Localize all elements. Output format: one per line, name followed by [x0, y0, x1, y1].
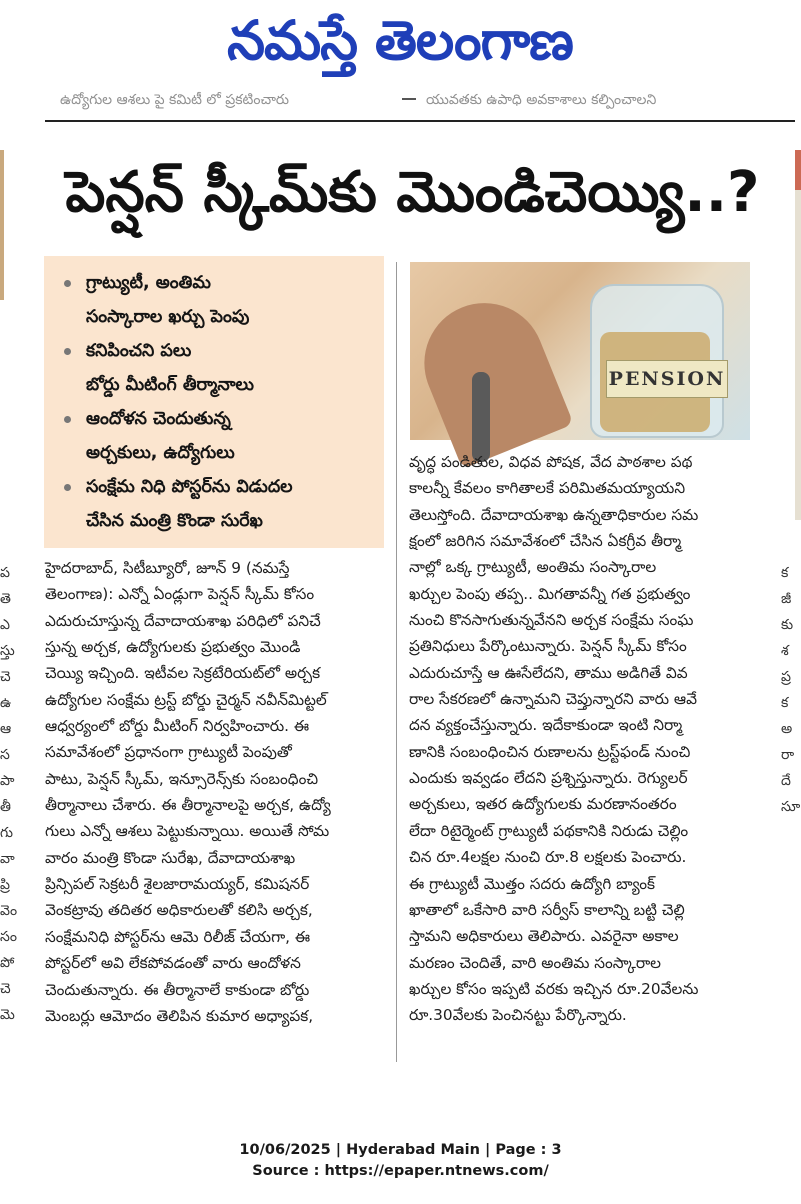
body-line: లేదా రిటైర్మెంట్ గ్రాట్యుటీ పథకానికి నిరుడు చెల్లిం [409, 821, 689, 840]
body-line: స్తామని అధికారులు తెలిపారు. ఎవరైనా అకాల [409, 927, 679, 946]
column-separator [396, 262, 397, 1062]
cut-adjacent-text-left: ప తె ఎ స్తు చె ఉ ఆ స పా తీ గు వా ప్రి వెం సం పో చె మె [0, 565, 18, 1023]
bullet-icon [64, 348, 71, 355]
body-line: తీర్మానాలు చేశారు. ఈ తీర్మానాలపై అర్చక, ఉద్యో [45, 796, 331, 815]
adjacent-page-edge-right-color [795, 150, 801, 190]
body-line: తెలుస్తోంది. దేవాదాయశాఖ ఉన్నతాధికారుల సమ [409, 505, 699, 524]
bullet-icon [64, 280, 71, 287]
body-line: వృద్ధ పండితుల, విధవ పోషక, వేద పాఠశాల పథ [409, 453, 693, 471]
body-line: ఎదురుచూస్తే ఆ ఊసేలేదని, తాము అడిగితే వివ [409, 663, 688, 682]
adjacent-page-edge-right [795, 150, 801, 520]
article-headline: పెన్షన్ స్కీమ్‌కు మొండిచెయ్యి..? [65, 160, 760, 225]
body-line: చిన రూ.4లక్షల నుంచి రూ.8 లక్షలకు పెంచారు. [409, 848, 687, 867]
body-line: నాల్లో ఒక్క గ్రాట్యుటీ, అంతిమ సంస్కారాల [409, 558, 657, 577]
footer-date-edition: 10/06/2025 | Hyderabad Main | Page : 3 [239, 1142, 562, 1158]
body-line: పాటు, పెన్షన్ స్కీమ్, ఇన్సూరెన్స్‌కు సంబంధించి [45, 769, 319, 788]
body-line: నుంచి కొనసాగుతున్నవేనని అర్చక సంక్షేమ సంఘ [409, 611, 694, 630]
body-line: ఆధ్వర్యంలో బోర్డు మీటింగ్ నిర్వహించారు. ఈ [45, 717, 310, 736]
cut-text-right: యువతకు ఉపాధి అవకాశాలు కల్పించాలని [426, 92, 657, 108]
body-line: స్తున్న అర్చక, ఉద్యోగులకు ప్రభుత్వం మొండి [45, 638, 301, 657]
body-line: మెంబర్లు ఆమోదం తెలిపిన కుమార అధ్యాపక, [45, 1006, 314, 1025]
bullet-icon [64, 484, 71, 491]
article-body-left-column [45, 555, 383, 1055]
cut-previous-article-strip [0, 88, 801, 118]
body-line: వారం మంత్రి కొండా సురేఖ, దేవాదాయశాఖ [45, 848, 296, 867]
body-line: పోస్టర్‌లో అవి లేకపోవడంతో వారు ఆందోళన [45, 954, 301, 973]
pension-jar-photo [410, 262, 750, 440]
body-line: క్షంలో జరిగిన సమావేశంలో చేసిన ఏకగ్రీవ తీర్మా [409, 532, 682, 551]
body-line: ఖర్చుల కోసం ఇప్పటి వరకు ఇచ్చిన రూ.20వేలను [409, 979, 699, 998]
highlight-item: గ్రాట్యుటీ, అంతిమ సంస్కారాల ఖర్చు పెంపు [64, 266, 370, 334]
strip-separator [402, 98, 416, 100]
body-line: సమావేశంలో ప్రధానంగా గ్రాట్యుటీ పెంపుతో [45, 743, 292, 762]
section-rule [45, 120, 795, 122]
body-line: చెయ్యి ఇచ్చింది. ఇటీవల సెక్రటేరియట్‌లో అర్చక [45, 664, 321, 683]
body-line: తెలంగాణ): ఎన్నో ఏండ్లుగా పెన్షన్ స్కీమ్ కోసం [45, 585, 315, 604]
body-line: ణానికి సంబంధించిన రుణాలను ట్రస్ట్‌ఫండ్ నుంచి [409, 742, 691, 761]
highlight-item: ఆందోళన చెందుతున్న అర్చకులు, ఉద్యోగులు [64, 402, 370, 470]
body-line: హైదరాబాద్, సిటీబ్యూరో, జూన్ 9 (నమస్తే [45, 559, 290, 577]
body-line: సంక్షేమనిధి పోస్టర్‌ను ఆమె రిలీజ్ చేయగా, ఈ [45, 927, 311, 946]
elderly-hand-shape [406, 285, 573, 469]
body-line: చెందుతున్నారు. ఈ తీర్మానాలే కాకుండా బోర్డు [45, 980, 310, 999]
body-line: ఖాతాలో ఒకేసారి వారి సర్వీస్ కాలాన్ని బట్టి చెల్లి [409, 900, 685, 919]
body-line: ఎందుకు ఇవ్వడం లేదని ప్రశ్నిస్తున్నారు. రెగ్యులర్ [409, 769, 688, 788]
body-line: ప్రిన్సిపల్ సెక్రటరీ శైలజారామయ్యర్, కమిషనర్ [45, 875, 310, 894]
body-line: రాల సేకరణలో ఉన్నామని చెప్తున్నారని వారు ఆవే [409, 690, 697, 709]
body-line: ప్రతినిధులు పేర్కొంటున్నారు. పెన్షన్ స్కీమ్ కోసం [409, 637, 687, 656]
body-line: దన వ్యక్తంచేస్తున్నారు. ఇదేకాకుండా ఇంటి నిర్మా [409, 716, 683, 735]
adjacent-page-edge-left [0, 150, 4, 300]
body-line: కాలన్నీ కేవలం కాగితాలకే పరిమితమయ్యాయని [409, 479, 686, 498]
cut-adjacent-text-right: క జీ కు శ ప్ర క అ రా దే సూ [781, 565, 801, 815]
bullet-icon [64, 416, 71, 423]
footer-source: Source : https://epaper.ntnews.com/ [252, 1163, 549, 1179]
newspaper-masthead: నమస్తే తెలంగాణ [227, 9, 573, 72]
jar-label: PENSION [606, 360, 728, 398]
article-body-right-column [409, 449, 751, 1059]
body-line: అర్చకులు, ఇతర ఉద్యోగులకు మరణానంతరం [409, 795, 677, 814]
page-footer [0, 1140, 801, 1182]
body-line: ఖర్చుల పెంపు తప్ప.. మిగతావన్నీ గత ప్రభుత్వం [409, 584, 691, 603]
body-line: మరణం చెందితే, వారి అంతిమ సంస్కారాల [409, 953, 662, 972]
body-line: ఈ గ్రాట్యుటీ మొత్తం సదరు ఉద్యోగి బ్యాంక్ [409, 874, 655, 893]
highlights-box [44, 256, 384, 548]
body-line: వెంకట్రావు తదితర అధికారులతో కలిసి అర్చక, [45, 901, 313, 920]
highlight-item: సంక్షేమ నిధి పోస్టర్‌ను విడుదల చేసిన మంత్రి కొండా సురేఖ [64, 470, 370, 538]
body-line: ఎదురుచూస్తున్న దేవాదాయశాఖ పరిధిలో పనిచే [45, 611, 321, 630]
cut-text-left: ఉద్యోగుల ఆశలు పై కమిటీ లో ప్రకటించారు [60, 92, 290, 108]
body-line: ఉద్యోగుల సంక్షేమ ట్రస్ట్ బోర్డు చైర్మన్ నవీన్‌మిట్టల్ [45, 690, 327, 709]
body-line: గులు ఎన్నో ఆశలు పెట్టుకున్నాయి. అయితే సోమ [45, 822, 330, 841]
body-line: రూ.30వేలకు పెంచినట్టు పేర్కొన్నారు. [409, 1006, 627, 1025]
highlight-item: కనిపించని పలు బోర్డు మీటింగ్ తీర్మానాలు [64, 334, 370, 402]
